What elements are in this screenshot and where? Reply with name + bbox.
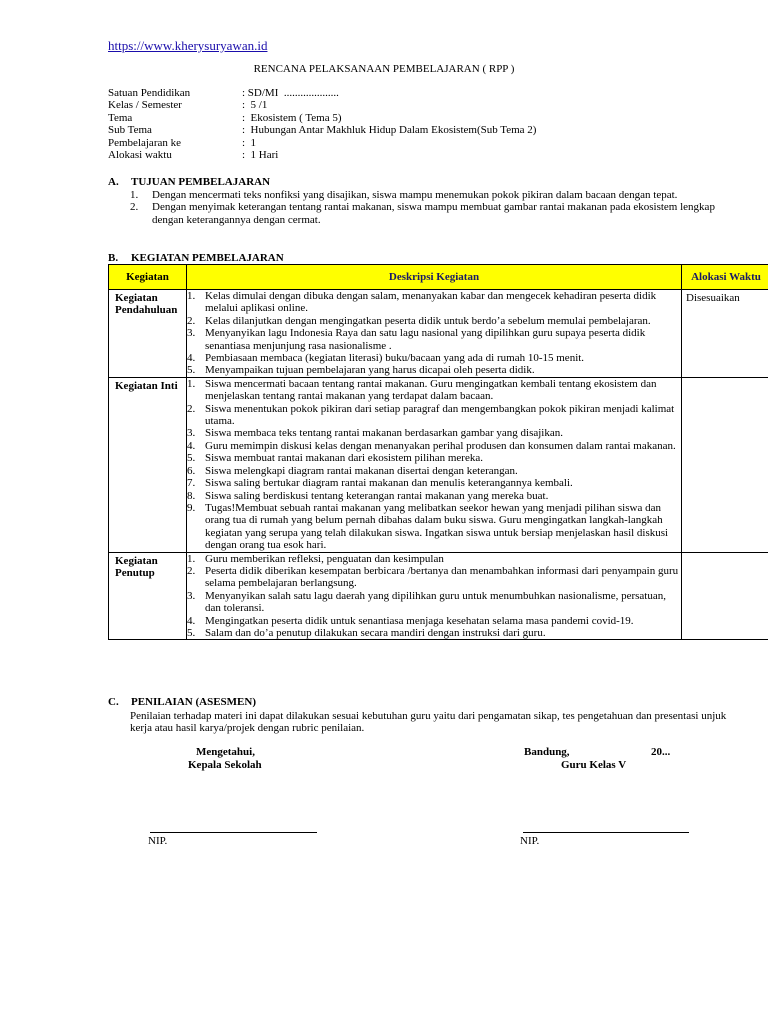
item-number: 8. bbox=[187, 489, 196, 502]
section-title: PENILAIAN (ASESMEN) bbox=[131, 696, 256, 708]
section-title: KEGIATAN PEMBELAJARAN bbox=[131, 252, 284, 264]
item-text: Siswa membuat rantai makanan dari ekosistem pilihan mereka. bbox=[205, 452, 483, 465]
document-title: RENCANA PELAKSANAAN PEMBELAJARAN ( RPP ) bbox=[253, 63, 515, 75]
signature-line-right bbox=[523, 832, 689, 833]
activity-steps bbox=[187, 552, 682, 640]
signature-left-caption: Mengetahui, bbox=[196, 746, 255, 758]
identity-row bbox=[108, 124, 536, 136]
item-text: Kelas dilanjutkan dengan mengingatkan peserta didik untuk berdo’a sebelum memulai pembelajaran. bbox=[205, 314, 651, 327]
item-text: Dengan menyimak keterangan tentang rantai makanan, siswa mampu membuat gambar rantai makanan pada ekosistem lengkap dengan keterangannya dengan cermat. bbox=[152, 201, 715, 226]
item-number: 1. bbox=[187, 552, 196, 565]
identity-row bbox=[108, 149, 536, 161]
activity-name: Kegiatan Penutup bbox=[109, 552, 187, 640]
item-number: 7. bbox=[187, 477, 196, 490]
item-number: 4. bbox=[187, 439, 196, 452]
identity-value: : SD/MI .................... bbox=[242, 87, 339, 99]
list-item bbox=[187, 378, 681, 403]
identity-label: Pembelajaran ke bbox=[108, 136, 181, 149]
list-item bbox=[187, 440, 681, 452]
item-number: 3. bbox=[187, 327, 196, 340]
list-item bbox=[187, 452, 681, 464]
signature-right-year: 20... bbox=[651, 746, 671, 758]
identity-row bbox=[108, 137, 536, 149]
list-item bbox=[187, 565, 681, 590]
activity-time: Disesuaikan bbox=[682, 290, 768, 378]
item-text: Salam dan do’a penutup dilakukan secara mandiri dengan instruksi dari guru. bbox=[205, 626, 546, 639]
list-item bbox=[187, 615, 681, 627]
assessment-text: Penilaian terhadap materi ini dapat dilakukan sesuai kebutuhan guru yaitu dari pengamatan sikap, tes pengetahuan dan presentasi unjuk kerja atau hasil karya/projek dengan rubric penilaian. bbox=[130, 710, 727, 735]
item-text: Peserta didik diberikan kesempatan berbicara /bertanya dan menambahkan informasi dari penyampain guru selama pembelajaran berlangsung. bbox=[205, 564, 679, 590]
identity-value: : 1 Hari bbox=[242, 148, 279, 161]
item-number: 5. bbox=[187, 452, 196, 465]
column-header-alokasi: Alokasi Waktu bbox=[682, 265, 768, 290]
list-item bbox=[187, 315, 681, 327]
objectives-list bbox=[130, 189, 720, 226]
item-text: Pembiasaan membaca (kegiatan literasi) buku/bacaan yang ada di rumah 10-15 menit. bbox=[205, 352, 585, 365]
item-text: Menyanyikan lagu Indonesia Raya dan satu lagu nasional yang dipilihkan guru supaya peserta didik senantiasa menjunjung rasa nasionalisme . bbox=[205, 327, 646, 352]
list-item bbox=[187, 327, 681, 352]
activity-steps bbox=[187, 377, 682, 552]
item-text: Siswa membaca teks tentang rantai makanan berdasarkan gambar yang disajikan. bbox=[205, 427, 563, 440]
item-number: 1. bbox=[130, 189, 139, 201]
section-letter: B. bbox=[108, 252, 119, 264]
item-text: Guru memberikan refleksi, penguatan dan kesimpulan bbox=[205, 552, 444, 565]
item-text: Menyanyikan salah satu lagu daerah yang dipilihkan guru untuk menumbuhkan nasionalisme, persatuan, dan toleransi. bbox=[205, 589, 666, 615]
signature-left-role: Kepala Sekolah bbox=[188, 759, 262, 771]
item-number: 1. bbox=[187, 290, 196, 302]
list-item bbox=[187, 465, 681, 477]
item-number: 4. bbox=[187, 614, 196, 627]
list-item bbox=[187, 364, 681, 376]
list-item bbox=[187, 502, 681, 552]
nip-left: NIP. bbox=[148, 835, 168, 847]
item-text: Kelas dimulai dengan dibuka dengan salam, menanyakan kabar dan mengecek kehadiran peserta didik melalui aplikasi online. bbox=[205, 290, 657, 315]
identity-row bbox=[108, 87, 536, 99]
activities-table bbox=[108, 264, 768, 640]
identity-label: Kelas / Semester bbox=[108, 99, 182, 112]
activity-name: Kegiatan Pendahuluan bbox=[109, 290, 187, 378]
list-item bbox=[187, 403, 681, 428]
list-item bbox=[187, 477, 681, 489]
identity-value: : Hubungan Antar Makhluk Hidup Dalam Ekosistem(Sub Tema 2) bbox=[242, 124, 537, 137]
identity-value: : 5 /1 bbox=[242, 99, 268, 112]
item-text: Menyampaikan tujuan pembelajaran yang harus dicapai oleh peserta didik. bbox=[205, 364, 535, 377]
list-item bbox=[187, 490, 681, 502]
item-number: 5. bbox=[187, 364, 196, 377]
activity-name: Kegiatan Inti bbox=[109, 377, 187, 552]
table-row bbox=[109, 377, 768, 552]
item-text: Mengingatkan peserta didik untuk senantiasa menjaga kesehatan selama masa pandemi covid-19. bbox=[205, 614, 634, 627]
nip-right: NIP. bbox=[520, 835, 540, 847]
signature-right-city: Bandung, bbox=[524, 746, 570, 758]
item-number: 1. bbox=[187, 377, 196, 390]
section-letter: A. bbox=[108, 176, 119, 188]
column-header-kegiatan: Kegiatan bbox=[109, 265, 187, 290]
item-number: 9. bbox=[187, 501, 196, 514]
item-text: Dengan mencermati teks nonfiksi yang disajikan, siswa mampu menemukan pokok pikiran dalam bacaan dengan tepat. bbox=[152, 189, 678, 201]
column-header-deskripsi: Deskripsi Kegiatan bbox=[187, 265, 682, 290]
section-title: TUJUAN PEMBELAJARAN bbox=[131, 176, 271, 188]
item-number: 6. bbox=[187, 464, 196, 477]
item-number: 5. bbox=[187, 626, 196, 639]
section-letter: C. bbox=[108, 696, 119, 708]
item-text: Guru memimpin diskusi kelas dengan menanyakan perihal produsen dan konsumen dalam rantai makanan. bbox=[205, 439, 676, 452]
table-row bbox=[109, 290, 768, 378]
section-c-heading bbox=[108, 696, 256, 708]
identity-label: Alokasi waktu bbox=[108, 148, 172, 161]
item-number: 2. bbox=[187, 402, 196, 415]
list-item bbox=[187, 553, 681, 565]
activity-time bbox=[682, 377, 768, 552]
website-url-link[interactable]: https://www.kherysuryawan.id bbox=[108, 38, 268, 53]
identity-row bbox=[108, 112, 536, 124]
list-item bbox=[187, 290, 681, 315]
list-item bbox=[187, 427, 681, 439]
list-item bbox=[187, 627, 681, 639]
activity-time bbox=[682, 552, 768, 640]
signature-right-role: Guru Kelas V bbox=[561, 759, 627, 771]
signature-line-left bbox=[150, 832, 317, 833]
list-item bbox=[187, 352, 681, 364]
item-number: 2. bbox=[187, 314, 196, 327]
identity-label: Sub Tema bbox=[108, 124, 152, 137]
item-number: 3. bbox=[187, 427, 196, 440]
identity-value: : Ekosistem ( Tema 5) bbox=[242, 111, 342, 124]
table-row bbox=[109, 552, 768, 640]
item-text: Siswa melengkapi diagram rantai makanan disertai dengan keterangan. bbox=[205, 464, 518, 477]
list-item bbox=[130, 189, 720, 201]
section-b-heading bbox=[108, 252, 284, 264]
item-text: Siswa menentukan pokok pikiran dari setiap paragraf dan mengembangkan pokok pikiran menjadi kalimat utama. bbox=[205, 402, 675, 428]
item-number: 3. bbox=[187, 589, 196, 602]
item-text: Siswa mencermati bacaan tentang rantai makanan. Guru mengingatkan kembali tentang ekosistem dan menjelaskan tentang rantai makanan yang terdapat dalam bacaan. bbox=[205, 377, 657, 403]
identity-row bbox=[108, 99, 536, 111]
identity-value: : 1 bbox=[242, 136, 257, 149]
list-item bbox=[187, 590, 681, 615]
section-a-heading bbox=[108, 176, 270, 188]
item-text: Tugas!Membuat sebuah rantai makanan yang melibatkan seekor hewan yang menjadi pilihan siswa dan orang tua di rumah yang belum pernah dibahas dalam buku siswa. Guru mengingatkan langkah-langkah kegiatan yang serupa yang telah dilakukan siswa. Ingatkan siswa untuk bersiap menjelaskan hasil diskusi dengan orang tua esok hari. bbox=[205, 501, 669, 552]
item-number: 2. bbox=[187, 564, 196, 577]
item-text: Siswa saling bertukar diagram rantai makanan dan menulis keterangannya kembali. bbox=[205, 477, 573, 490]
item-text: Siswa saling berdiskusi tentang keterangan rantai makanan yang mereka buat. bbox=[205, 489, 549, 502]
identity-label: Tema bbox=[108, 111, 133, 124]
table-header-row bbox=[109, 265, 768, 290]
identity-label: Satuan Pendidikan bbox=[108, 87, 191, 99]
activity-steps bbox=[187, 290, 682, 378]
item-number: 4. bbox=[187, 352, 196, 365]
list-item bbox=[130, 201, 720, 226]
identity-block bbox=[108, 87, 536, 161]
item-number: 2. bbox=[130, 201, 139, 214]
